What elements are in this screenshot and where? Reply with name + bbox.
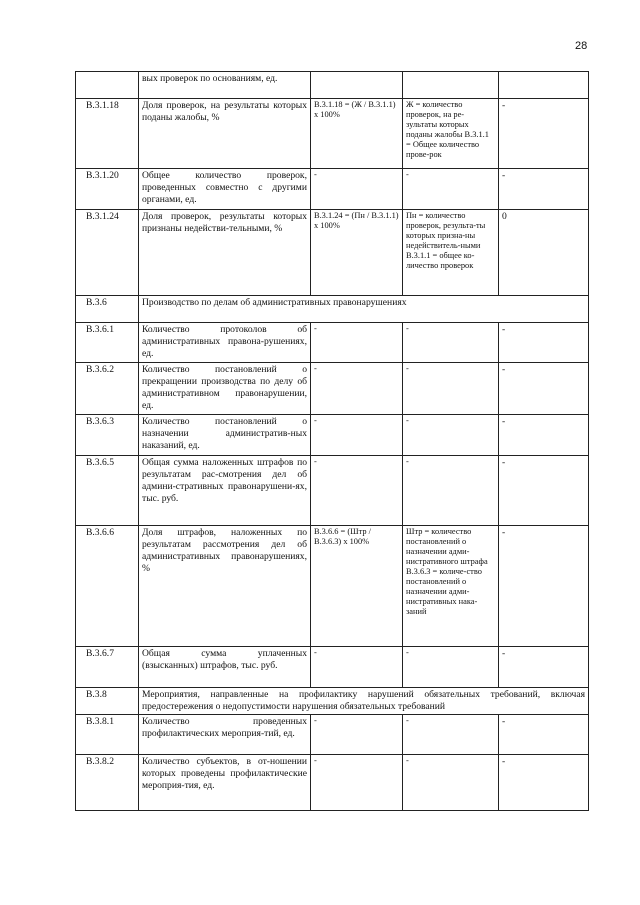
indicator-value: - — [499, 647, 589, 688]
indicator-description: - — [403, 323, 499, 363]
indicator-description: - — [403, 755, 499, 811]
indicator-value: - — [499, 169, 589, 210]
indicator-description: - — [403, 715, 499, 755]
indicator-formula: В.3.1.24 = (Пн / В.3.1.1) х 100% — [311, 210, 403, 296]
indicator-code: В.3.6.3 — [76, 415, 139, 456]
indicator-value: - — [499, 456, 589, 526]
indicator-name: Количество проведенных профилактических мероприя-тий, ед. — [139, 715, 311, 755]
indicator-code: В.3.8 — [76, 688, 139, 715]
indicator-value: 0 — [499, 210, 589, 296]
indicator-value: - — [499, 715, 589, 755]
table-row — [76, 363, 589, 415]
indicator-code: В.3.1.18 — [76, 99, 139, 169]
indicator-name: Доля проверок, результаты которых признаны недействи-тельными, % — [139, 210, 311, 296]
indicators-table — [75, 71, 589, 811]
page-number: 28 — [575, 40, 588, 52]
indicator-formula: - — [311, 715, 403, 755]
indicator-formula: - — [311, 169, 403, 210]
indicator-formula: - — [311, 755, 403, 811]
indicator-formula: - — [311, 415, 403, 456]
indicator-formula: - — [311, 456, 403, 526]
indicator-code: В.3.1.24 — [76, 210, 139, 296]
indicator-value: - — [499, 99, 589, 169]
indicator-code: В.3.1.20 — [76, 169, 139, 210]
indicator-name: Общая сумма наложенных штрафов по результатам рас-смотрения дел об админи-стративных правонарушени-ях, тыс. руб. — [139, 456, 311, 526]
indicator-value: - — [499, 526, 589, 647]
indicator-code: В.3.6.2 — [76, 363, 139, 415]
indicator-code: В.3.6.5 — [76, 456, 139, 526]
indicator-name: Количество постановлений о назначении административ-ных наказаний, ед. — [139, 415, 311, 456]
indicator-value: - — [499, 415, 589, 456]
table-row — [76, 526, 589, 647]
indicator-code: В.3.6.1 — [76, 323, 139, 363]
indicator-value — [499, 72, 589, 99]
indicator-description — [403, 72, 499, 99]
indicator-formula — [311, 72, 403, 99]
indicator-code: В.3.8.2 — [76, 755, 139, 811]
indicator-name: Доля штрафов, наложенных по результатам рассмотрения дел об административных правонарушениях, % — [139, 526, 311, 647]
indicator-value: - — [499, 755, 589, 811]
indicator-formula: - — [311, 363, 403, 415]
indicator-code: В.3.6.6 — [76, 526, 139, 647]
indicator-formula: - — [311, 647, 403, 688]
table-row — [76, 647, 589, 688]
indicator-description: - — [403, 415, 499, 456]
table-row — [76, 72, 589, 99]
indicator-description: - — [403, 169, 499, 210]
indicator-description: - — [403, 363, 499, 415]
table-row — [76, 169, 589, 210]
indicator-description: Штр = количество постановлений о назначении адми-нистративного штрафа В.3.6.3 = количе-ство постановлений о назначении адми-нистративных нака-заний — [403, 526, 499, 647]
table-row — [76, 715, 589, 755]
section-title: Мероприятия, направленные на профилактику нарушений обязательных требований, включая предостережения о недопустимости нарушения обязательных требований — [139, 688, 589, 715]
indicator-code: В.3.6 — [76, 296, 139, 323]
table-row — [76, 323, 589, 363]
table-row — [76, 210, 589, 296]
indicator-value: - — [499, 363, 589, 415]
indicator-name: Количество протоколов об административных правона-рушениях, ед. — [139, 323, 311, 363]
indicator-name: Общая сумма уплаченных (взысканных) штрафов, тыс. руб. — [139, 647, 311, 688]
indicator-name: Количество постановлений о прекращении производства по делу об административном правонарушении, ед. — [139, 363, 311, 415]
indicator-code: В.3.6.7 — [76, 647, 139, 688]
table-row — [76, 456, 589, 526]
indicator-description: - — [403, 456, 499, 526]
indicator-formula: В.3.6.6 = (Штр / В.3.6.3) х 100% — [311, 526, 403, 647]
indicator-code: В.3.8.1 — [76, 715, 139, 755]
table-row — [76, 755, 589, 811]
indicator-name: вых проверок по основаниям, ед. — [139, 72, 311, 99]
table-row — [76, 99, 589, 169]
indicator-name: Количество субъектов, в от-ношении которых проведены профилактические мероприя-тия, ед. — [139, 755, 311, 811]
section-row — [76, 688, 589, 715]
section-title: Производство по делам об административных правонарушениях — [139, 296, 589, 323]
indicator-name: Доля проверок, на результаты которых поданы жалобы, % — [139, 99, 311, 169]
table-row — [76, 415, 589, 456]
indicator-description: Пн = количество проверок, результа-ты которых призна-ны недействитель-ными В.3.1.1 = общее ко-личество проверок — [403, 210, 499, 296]
indicator-code — [76, 72, 139, 99]
indicator-formula: - — [311, 323, 403, 363]
indicator-formula: В.3.1.18 = (Ж / В.3.1.1) х 100% — [311, 99, 403, 169]
indicator-description: Ж = количество проверок, на ре-зультаты которых поданы жалобы В.3.1.1 = Общее количество прове-рок — [403, 99, 499, 169]
indicator-description: - — [403, 647, 499, 688]
indicator-value: - — [499, 323, 589, 363]
indicator-name: Общее количество проверок, проведенных совместно с другими органами, ед. — [139, 169, 311, 210]
section-row — [76, 296, 589, 323]
